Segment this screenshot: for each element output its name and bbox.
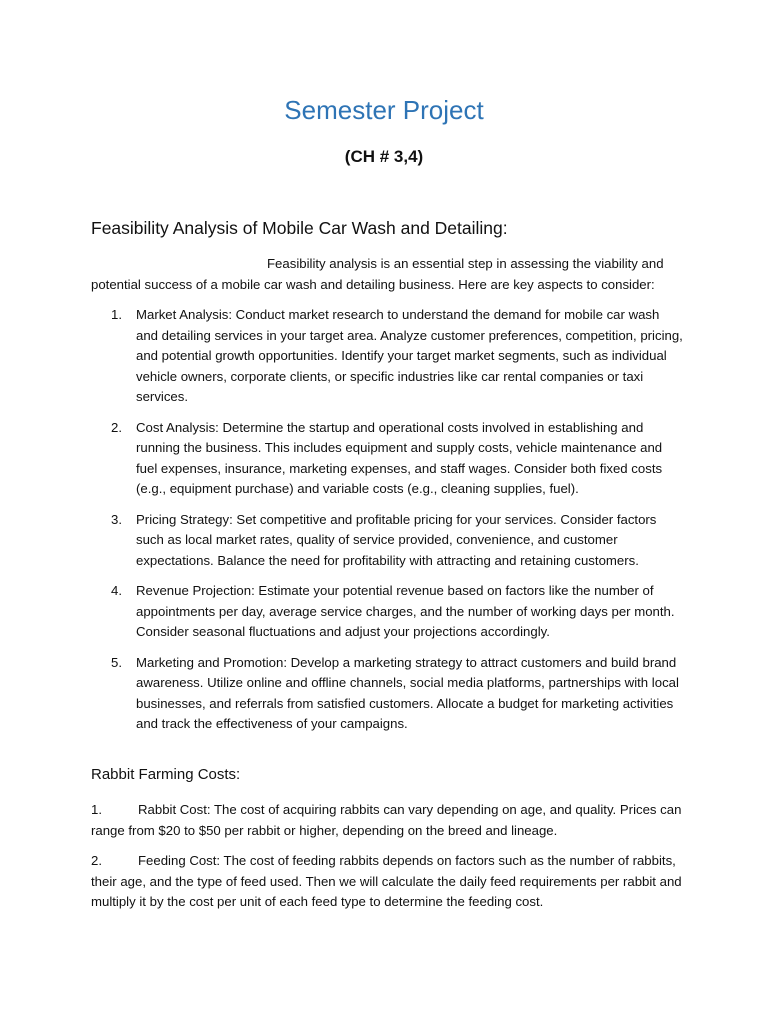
cost-item <box>91 851 683 913</box>
cost-item-number: 1. <box>91 802 102 817</box>
list-item-text: Revenue Projection: Estimate your potential revenue based on factors like the number of appointments per day, average service charges, and the number of working days per month. Consider seasonal fluctuations and adjust your projections accordingly. <box>136 583 675 639</box>
rabbit-costs-heading: Rabbit Farming Costs: <box>91 766 241 783</box>
cost-item <box>91 800 683 841</box>
list-item <box>91 510 683 572</box>
list-item-text: Marketing and Promotion: Develop a marketing strategy to attract customers and build brand awareness. Utilize online and offline channels, social media platforms, partnerships with local businesses, and referrals from satisfied customers. Allocate a budget for marketing activities and track the effectiveness of your campaigns. <box>136 654 679 731</box>
list-item <box>91 653 683 735</box>
list-item-number: 3. <box>111 511 122 527</box>
cost-item-number: 2. <box>91 853 102 868</box>
list-item <box>91 581 683 643</box>
feasibility-list <box>91 305 683 745</box>
rabbit-costs-list <box>91 800 683 923</box>
list-item-number: 2. <box>111 419 122 435</box>
list-item-text: Market Analysis: Conduct market research to understand the demand for mobile car wash and detailing services in your target area. Analyze customer preferences, competition, pricing, and potential growth opportunities. Identify your target market segments, such as individual vehicle owners, corporate clients, or specific industries like car rental companies or taxi services. <box>136 307 683 404</box>
list-item-number: 4. <box>111 583 122 598</box>
intro-text: Feasibility analysis is an essential step in assessing the viability and potential success of a mobile car wash and detailing business. Here are key aspects to consider: <box>91 256 664 292</box>
list-item-number: 1. <box>111 307 122 322</box>
list-item <box>91 418 683 500</box>
list-item-number: 5. <box>111 654 122 670</box>
list-item <box>91 305 683 408</box>
feasibility-intro <box>91 254 683 295</box>
page-title: Semester Project <box>284 95 484 125</box>
list-item-text: Cost Analysis: Determine the startup and operational costs involved in establishing and running the business. This includes equipment and supply costs, vehicle maintenance and fuel expenses, insurance, marketing expenses, and staff wages. Consider both fixed costs (e.g., equipment purchase) and variable costs (e.g., cleaning supplies, fuel). <box>136 419 663 496</box>
cost-item-text: Rabbit Cost: The cost of acquiring rabbits can vary depending on age, and quality. Prices can range from $20 to $50 per rabbit or higher, depending on the breed and lineage. <box>91 802 682 838</box>
page-subtitle: (CH # 3,4) <box>344 147 424 166</box>
feasibility-heading: Feasibility Analysis of Mobile Car Wash and Detailing: <box>91 218 508 238</box>
cost-item-text: Feeding Cost: The cost of feeding rabbits depends on factors such as the number of rabbits, their age, and the type of feed used. Then we will calculate the daily feed requirements per rabbit and multiply it by the cost per unit of each feed type to determine the feeding cost. <box>91 853 682 909</box>
list-item-text: Pricing Strategy: Set competitive and profitable pricing for your services. Consider factors such as local market rates, quality of service provided, convenience, and customer expectations. Balance the need for profitability with attracting and retaining customers. <box>136 511 657 568</box>
